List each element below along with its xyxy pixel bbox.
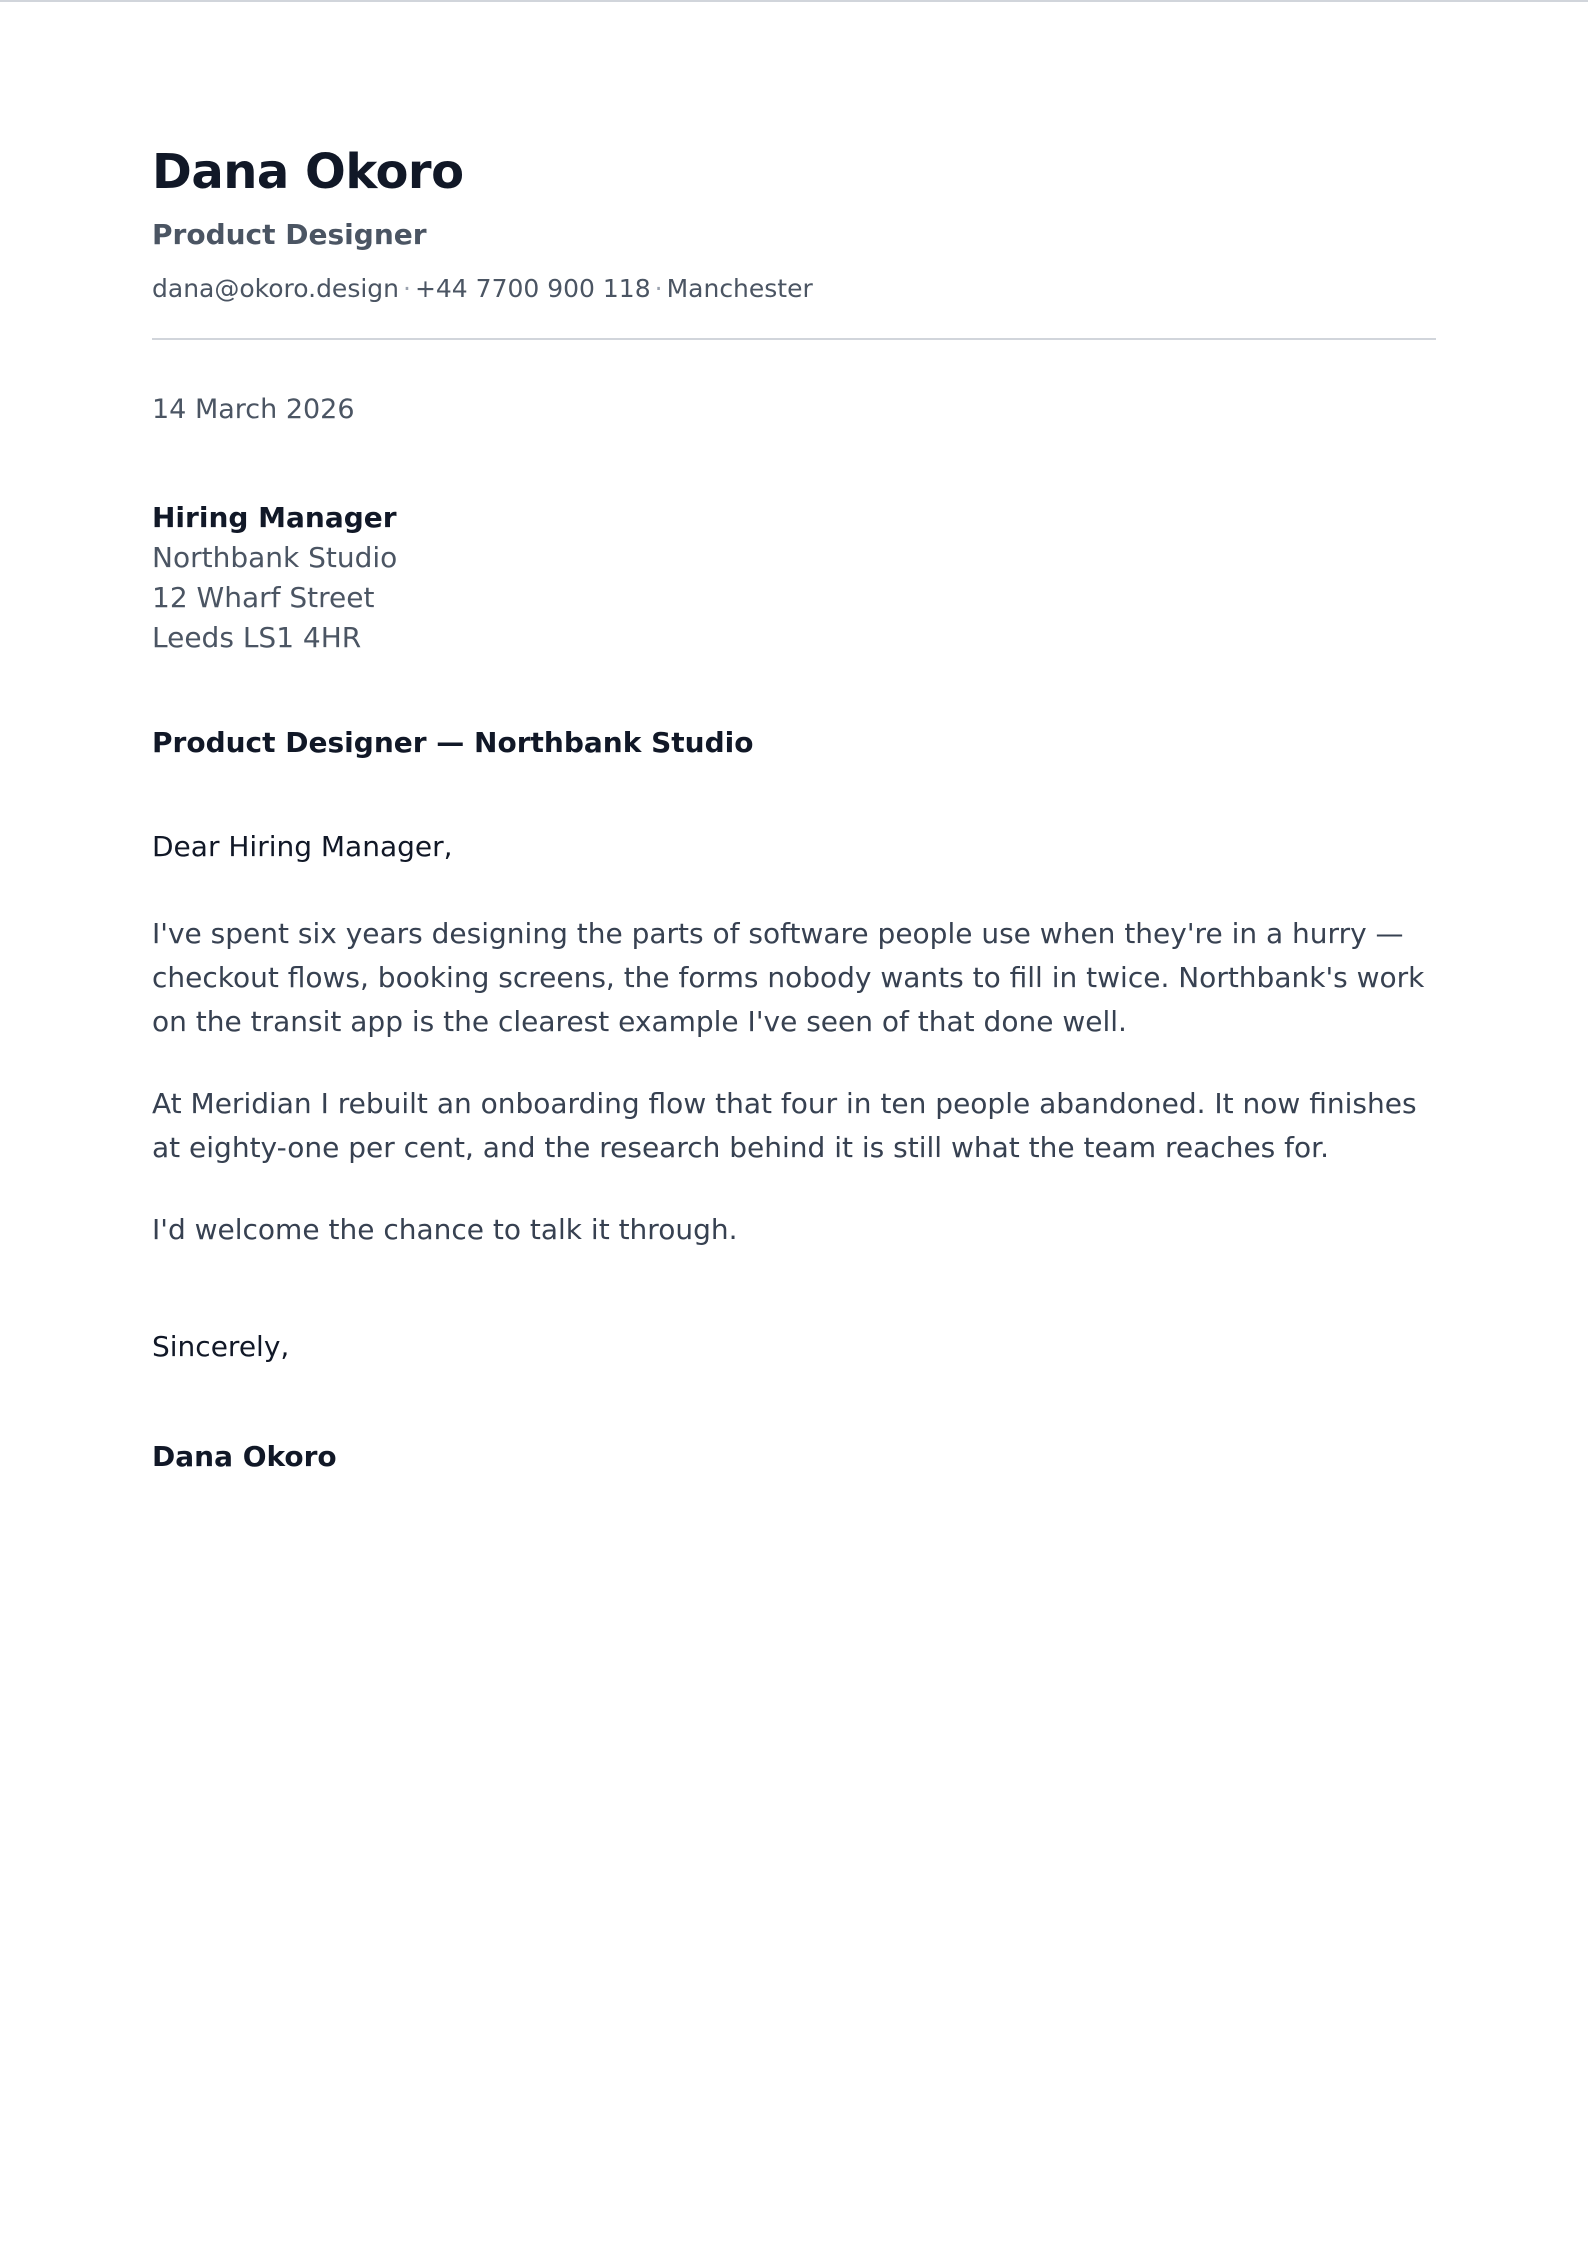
contact-line [152,274,813,303]
recipient-address-block [152,498,397,658]
sender-name: Dana Okoro [152,144,464,200]
contact-phone[interactable]: +44 7700 900 118 [414,274,651,303]
letter-subject: Product Designer — Northbank Studio [152,726,754,759]
letter-date: 14 March 2026 [152,394,355,425]
signature-name: Dana Okoro [152,1440,337,1473]
contact-location: Manchester [666,274,813,303]
contact-email[interactable]: dana@okoro.design [152,274,399,303]
contact-separator: · [403,274,411,303]
recipient-company: Northbank Studio [152,541,398,574]
body-paragraph: At Meridian I rebuilt an onboarding flow that four in ten people abandoned. It now finishes at eighty-one per cent, and the research behind it is still what the team reaches for. [152,1087,1417,1164]
body-paragraph: I've spent six years designing the parts of software people use when they're in a hurry — checkout flows, booking screens, the forms nobody wants to fill in twice. Northbank's work on the transit app is the clearest example I've seen of that done well. [152,917,1425,1038]
letter-body [152,912,1436,1290]
header-divider [152,338,1436,340]
letter-closing: Sincerely, [152,1330,290,1363]
sender-role: Product Designer [152,218,427,251]
recipient-name: Hiring Manager [152,501,397,534]
recipient-city: Leeds LS1 4HR [152,621,362,654]
contact-separator: · [654,274,663,303]
page-top-border [0,0,1588,2]
body-paragraph: I'd welcome the chance to talk it through. [152,1213,738,1246]
recipient-street: 12 Wharf Street [152,581,375,614]
salutation: Dear Hiring Manager, [152,830,453,863]
